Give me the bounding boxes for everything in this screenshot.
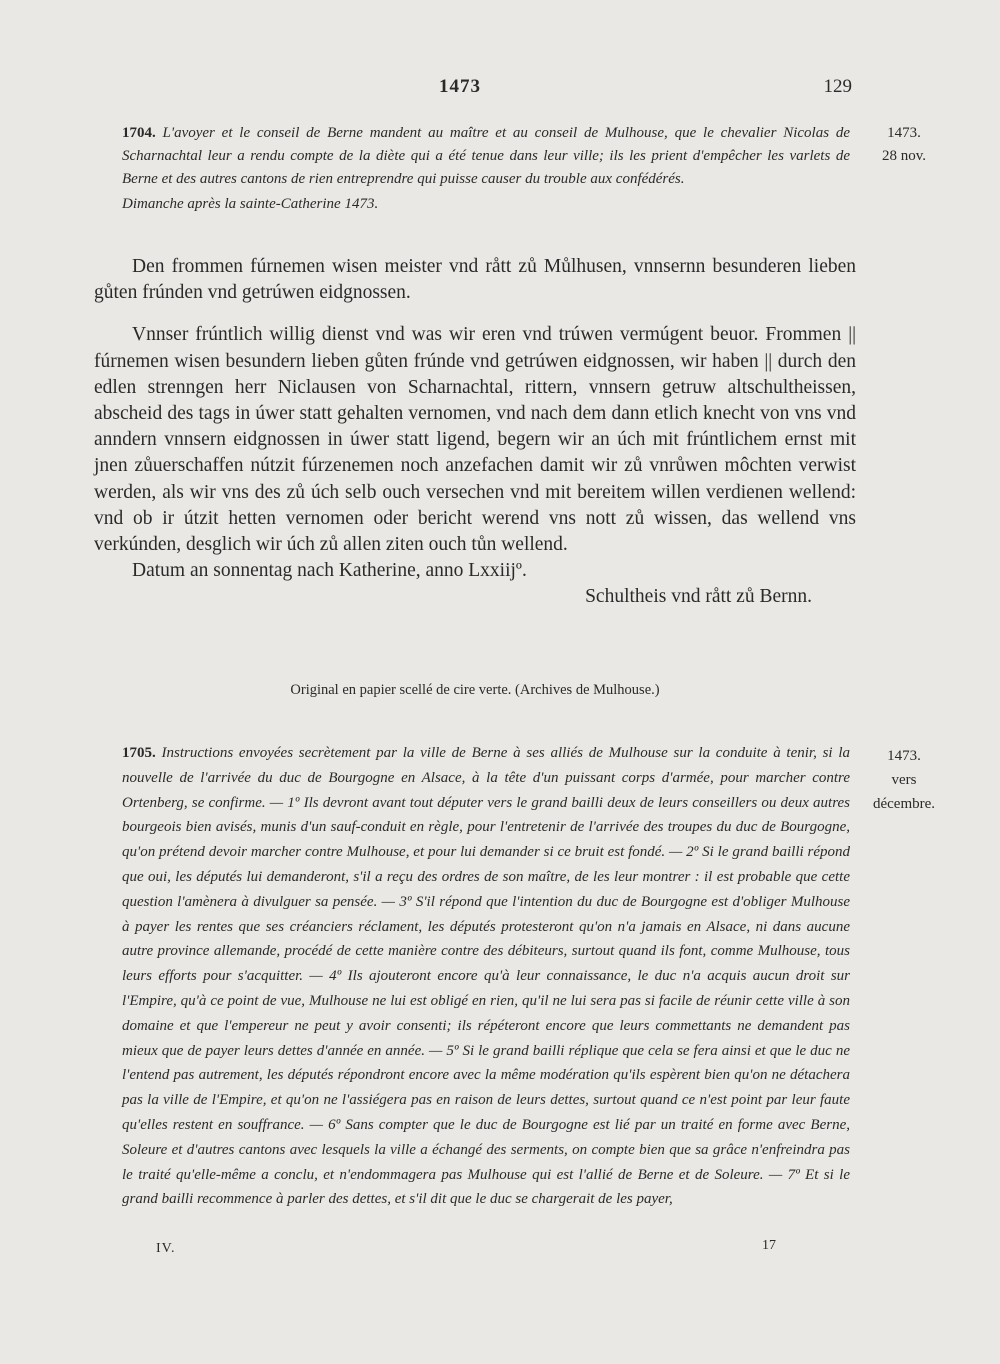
letter-address: Den frommen fúrnemen wisen meister vnd rått zů Můlhusen, vnnsernn besunderen lieben gůten frúnden vnd getrúwen eidgnossen. <box>94 256 856 304</box>
entry-summary-text: Instructions envoyées secrètement par la ville de Berne à ses alliés de Mulhouse sur la conduite à tenir, si la nouvelle de l'arrivée du duc de Bourgogne en Alsace, à la tête d'un puissant corps d'armée, pour marcher contre Ortenberg, se confirme. — 1º Ils devront avant tout députer vers le grand bailli deux de leurs conseillers ou deux autres bourgeois bien avisés, munis d'un sauf-conduit en règle, pour l'entretenir de l'arrivée des troupes du duc de Bourgogne, qu'on prétend devoir marcher contre Mulhouse, et pour lui demander si ce bruit est fondé. — 2º Si le grand bailli répond que oui, les députés lui demanderont, s'il a reçu des ordres de son maître, de les leur montrer : il est probable que cette question l'amènera à divulguer sa pensée. — 3º S'il répond que l'intention du duc de Bourgogne est d'obliger Mulhouse à payer les rentes que ses créanciers réclament, les députés protesteront qu'on n'a jamais en Alsace, ni dans aucune autre province allemande, procédé de cette manière contre des débiteurs, surtout quand ils font, comme Mulhouse, tous leurs efforts pour s'acquitter. — 4º Ils ajouteront encore qu'à leur connaissance, le duc n'a acquis aucun droit sur l'Empire, qu'à ce point de vue, Mulhouse ne lui est obligé en rien, qu'il ne lui sera pas si facile de réunir cette ville à son domaine et que l'empereur ne peut y avoir consenti; ils répéteront encore que leurs commettants ne demandent pas mieux que de payer leurs dettes d'année en année. — 5º Si le grand bailli réplique que cela se fera ainsi et que le duc ne l'entend pas autrement, les députés répondront encore avec la même modération qu'ils espèrent bien qu'on ne détachera pas la ville de l'Empire, et qu'on ne l'assiégera pas en raison de leurs dettes, surtout quand ce n'est point par leur faute qu'elles restent en souffrance. — 6º Sans compter que le duc de Bourgogne est lié par un traité en forme avec Berne, Soleure et d'autres cantons avec lesquels la ville a échangé des serments, on compte bien que sa grâce n'enfreindra pas le traité qu'elle-même a conclu, et n'endommagera pas Mulhouse qui est l'allié de Berne et de Soleure. — 7º Et si le grand bailli recommence à parler des dettes, et s'il dit que le duc se chargerait de les payer, <box>122 745 851 1208</box>
letter-body: Vnnser frúntlich willig dienst vnd was wir eren vnd trúwen vermúgent beuor. Frommen || fúrnemen wisen besundern lieben gůten frúnde vnd getrúwen eidgnossen, wir haben || durch den edlen strenngen herr Niclausen von Scharnachtal, rittern, vnnsern getruw altschultheissen, abscheid des tags in úwer statt gehalten vernomen, vnd nach dem dann etlich knecht von vns vnd anndern vnnsern eidgnossen in úwer statt ligend, begern wir an úch mit frúntlichem ernst mit jnen zůuerschaffen nútzit fúrzenemen noch anzefachen damit wir zů vnrůwen môchten verwist werden, als wir vns des zů úch selb ouch versechen vnd mit bereitem willen verdienen wellend: vnd ob ir útzit hetten vernomen oder bericht werend vns nott zů wissen, das wellend vns verkúnden, desglich wir úch zů allen ziten ouch tůn wellend. <box>94 324 856 556</box>
margin-vers: vers <box>891 772 917 788</box>
entry-1704-dateline: Dimanche après la sainte-Catherine 1473. <box>122 196 379 212</box>
entry-1705 <box>122 741 850 1212</box>
margin-day: 28 nov. <box>881 148 927 164</box>
margin-month: décembre. <box>872 796 936 812</box>
footer-signature-mark: 17 <box>762 1238 776 1253</box>
letter-signature: Schultheis vnd rått zů Bernn. <box>585 586 812 608</box>
footer-volume: IV. <box>156 1241 176 1256</box>
entry-1704-summary <box>122 122 850 191</box>
entry-1705-margin-date <box>860 744 948 816</box>
margin-year: 1473. <box>887 125 921 141</box>
entry-summary-text: L'avoyer et le conseil de Berne mandent au maître et au conseil de Mulhouse, que le chevalier Nicolas de Scharnachtal leur a rendu compte de la diète qui a été tenue dans leur ville; ils les prient d'empêcher les varlets de Berne et des autres cantons de rien entreprendre qui puisse causer du trouble aux confédérés. <box>122 125 850 187</box>
entry-number: 1705. <box>122 745 156 761</box>
running-head-year: 1473 <box>439 76 481 97</box>
letter-text <box>94 254 856 611</box>
entry-1704-margin-date <box>860 122 948 168</box>
page-number: 129 <box>823 76 852 97</box>
source-note: Original en papier scellé de cire verte. (Archives de Mulhouse.) <box>290 682 660 698</box>
entry-1705-summary <box>122 741 850 1212</box>
entry-1704 <box>122 122 850 216</box>
margin-year: 1473. <box>887 748 921 764</box>
entry-number: 1704. <box>122 125 156 141</box>
letter-dating: Datum an sonnentag nach Katherine, anno Lxxiijº. <box>132 560 527 582</box>
